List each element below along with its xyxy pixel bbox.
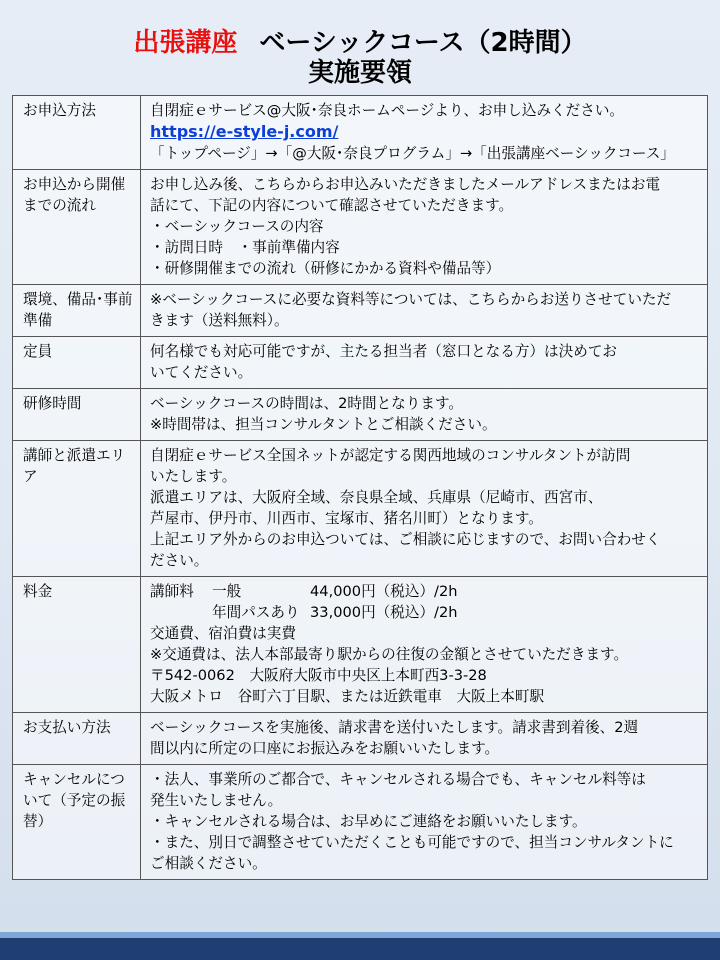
label-application-method: お申込方法	[13, 96, 141, 169]
fee-annual-price: 33,000円（税込）/2h	[310, 604, 458, 621]
content-fee	[141, 577, 707, 712]
content-lecturer-area	[141, 441, 707, 576]
label-fee: 料金	[13, 577, 141, 712]
label-cancellation: キャンセルについて（予定の振替）	[13, 765, 141, 879]
title-line-2: 実施要領	[307, 58, 412, 88]
row-capacity	[13, 336, 707, 388]
text-line: ベーシックコースの時間は、2時間となります。	[150, 395, 463, 412]
content-cancellation	[141, 765, 707, 879]
text-line: ※ベーシックコースに必要な資料等については、こちらからお送りさせていただ	[150, 291, 672, 308]
text-line: 何名様でも対応可能ですが、主たる担当者（窓口となる方）は決めてお	[150, 343, 618, 360]
title-course-name: ベーシックコース（2時間）	[259, 28, 587, 58]
text-line: 自閉症ｅサービス@大阪･奈良ホームページより、お申し込みください。	[150, 102, 625, 119]
fee-lecturer-label: 講師料	[150, 583, 194, 600]
bottom-band	[0, 938, 720, 960]
label-payment-method: お支払い方法	[13, 713, 141, 764]
label-environment-preparation: 環境、備品･事前準備	[13, 285, 141, 336]
content-application-method	[141, 96, 707, 169]
text-line: いてください。	[150, 364, 253, 381]
fee-general-label: 一般	[212, 583, 242, 600]
text-line: 自閉症ｅサービス全国ネットが認定する関西地域のコンサルタントが訪問	[150, 447, 631, 464]
text-line: ご相談ください。	[150, 855, 267, 872]
row-environment-preparation	[13, 284, 707, 336]
label-training-time: 研修時間	[13, 389, 141, 440]
label-flow-until-event: お申込から開催までの流れ	[13, 170, 141, 284]
label-lecturer-area: 講師と派遣エリア	[13, 441, 141, 576]
row-training-time	[13, 388, 707, 440]
text-line: 「トップページ」→「@大阪･奈良プログラム」→「出張講座ベーシックコース」	[150, 145, 675, 162]
fee-general-price: 44,000円（税込）/2h	[310, 583, 458, 600]
text-line: ・キャンセルされる場合は、お早めにご連絡をお願いいたします。	[150, 813, 587, 830]
text-line: 上記エリア外からのお申込ついては、ご相談に応じますので、お問い合わせく	[150, 531, 661, 548]
text-line: 交通費、宿泊費は実費	[150, 625, 296, 642]
text-line: 間以内に所定の口座にお振込みをお願いいたします。	[150, 740, 500, 757]
text-line: 大阪メトロ 谷町六丁目駅、または近鉄電車 大阪上本町駅	[150, 688, 545, 705]
text-line: 芦屋市、伊丹市、川西市、宝塚市、猪名川町）となります。	[150, 510, 543, 527]
text-line: ・訪問日時 ・事前準備内容	[150, 239, 340, 256]
content-training-time	[141, 389, 707, 440]
content-payment-method	[141, 713, 707, 764]
text-line: ・また、別日で調整させていただくことも可能ですので、担当コンサルタントに	[150, 834, 674, 851]
row-payment-method	[13, 712, 707, 764]
text-line: ・ベーシックコースの内容	[150, 218, 324, 235]
page-title	[0, 28, 720, 88]
row-lecturer-area	[13, 440, 707, 576]
text-line: 〒542-0062 大阪府大阪市中央区上本町西3-3-28	[150, 667, 487, 684]
text-line: ・法人、事業所のご都合で、キャンセルされる場合でも、キャンセル料等は	[150, 771, 646, 788]
title-course-type: 出張講座	[133, 28, 238, 58]
text-line: ださい。	[150, 552, 209, 569]
text-line: 派遣エリアは、大阪府全域、奈良県全域、兵庫県（尼崎市、西宮市、	[150, 489, 603, 506]
text-line: 話にて、下記の内容について確認させていただきます。	[150, 197, 514, 214]
text-line: ベーシックコースを実施後、請求書を送付いたします。請求書到着後、2週	[150, 719, 639, 736]
fee-line-general	[150, 581, 699, 602]
title-line-1	[0, 28, 720, 58]
row-flow-until-event	[13, 169, 707, 284]
fee-line-annual	[150, 602, 699, 623]
content-environment-preparation	[141, 285, 707, 336]
row-fee	[13, 576, 707, 712]
homepage-link[interactable]: https://e-style-j.com/	[150, 122, 339, 141]
text-line: 発生いたしません。	[150, 792, 283, 809]
row-cancellation	[13, 764, 707, 879]
content-capacity	[141, 337, 707, 388]
fee-annual-pass-label: 年間パスあり	[212, 604, 300, 621]
text-line: ※時間帯は、担当コンサルタントとご相談ください。	[150, 416, 497, 433]
text-line: いたします。	[150, 468, 237, 485]
guidelines-table	[12, 95, 708, 880]
content-flow-until-event	[141, 170, 707, 284]
text-line: ※交通費は、法人本部最寄り駅からの往復の金額とさせていただきます。	[150, 646, 629, 663]
label-capacity: 定員	[13, 337, 141, 388]
text-line: ・研修開催までの流れ（研修にかかる資料や備品等）	[150, 260, 501, 277]
text-line: お申し込み後、こちらからお申込みいただきましたメールアドレスまたはお電	[150, 176, 661, 193]
text-line: きます（送料無料）。	[150, 312, 289, 329]
row-application-method	[13, 96, 707, 169]
